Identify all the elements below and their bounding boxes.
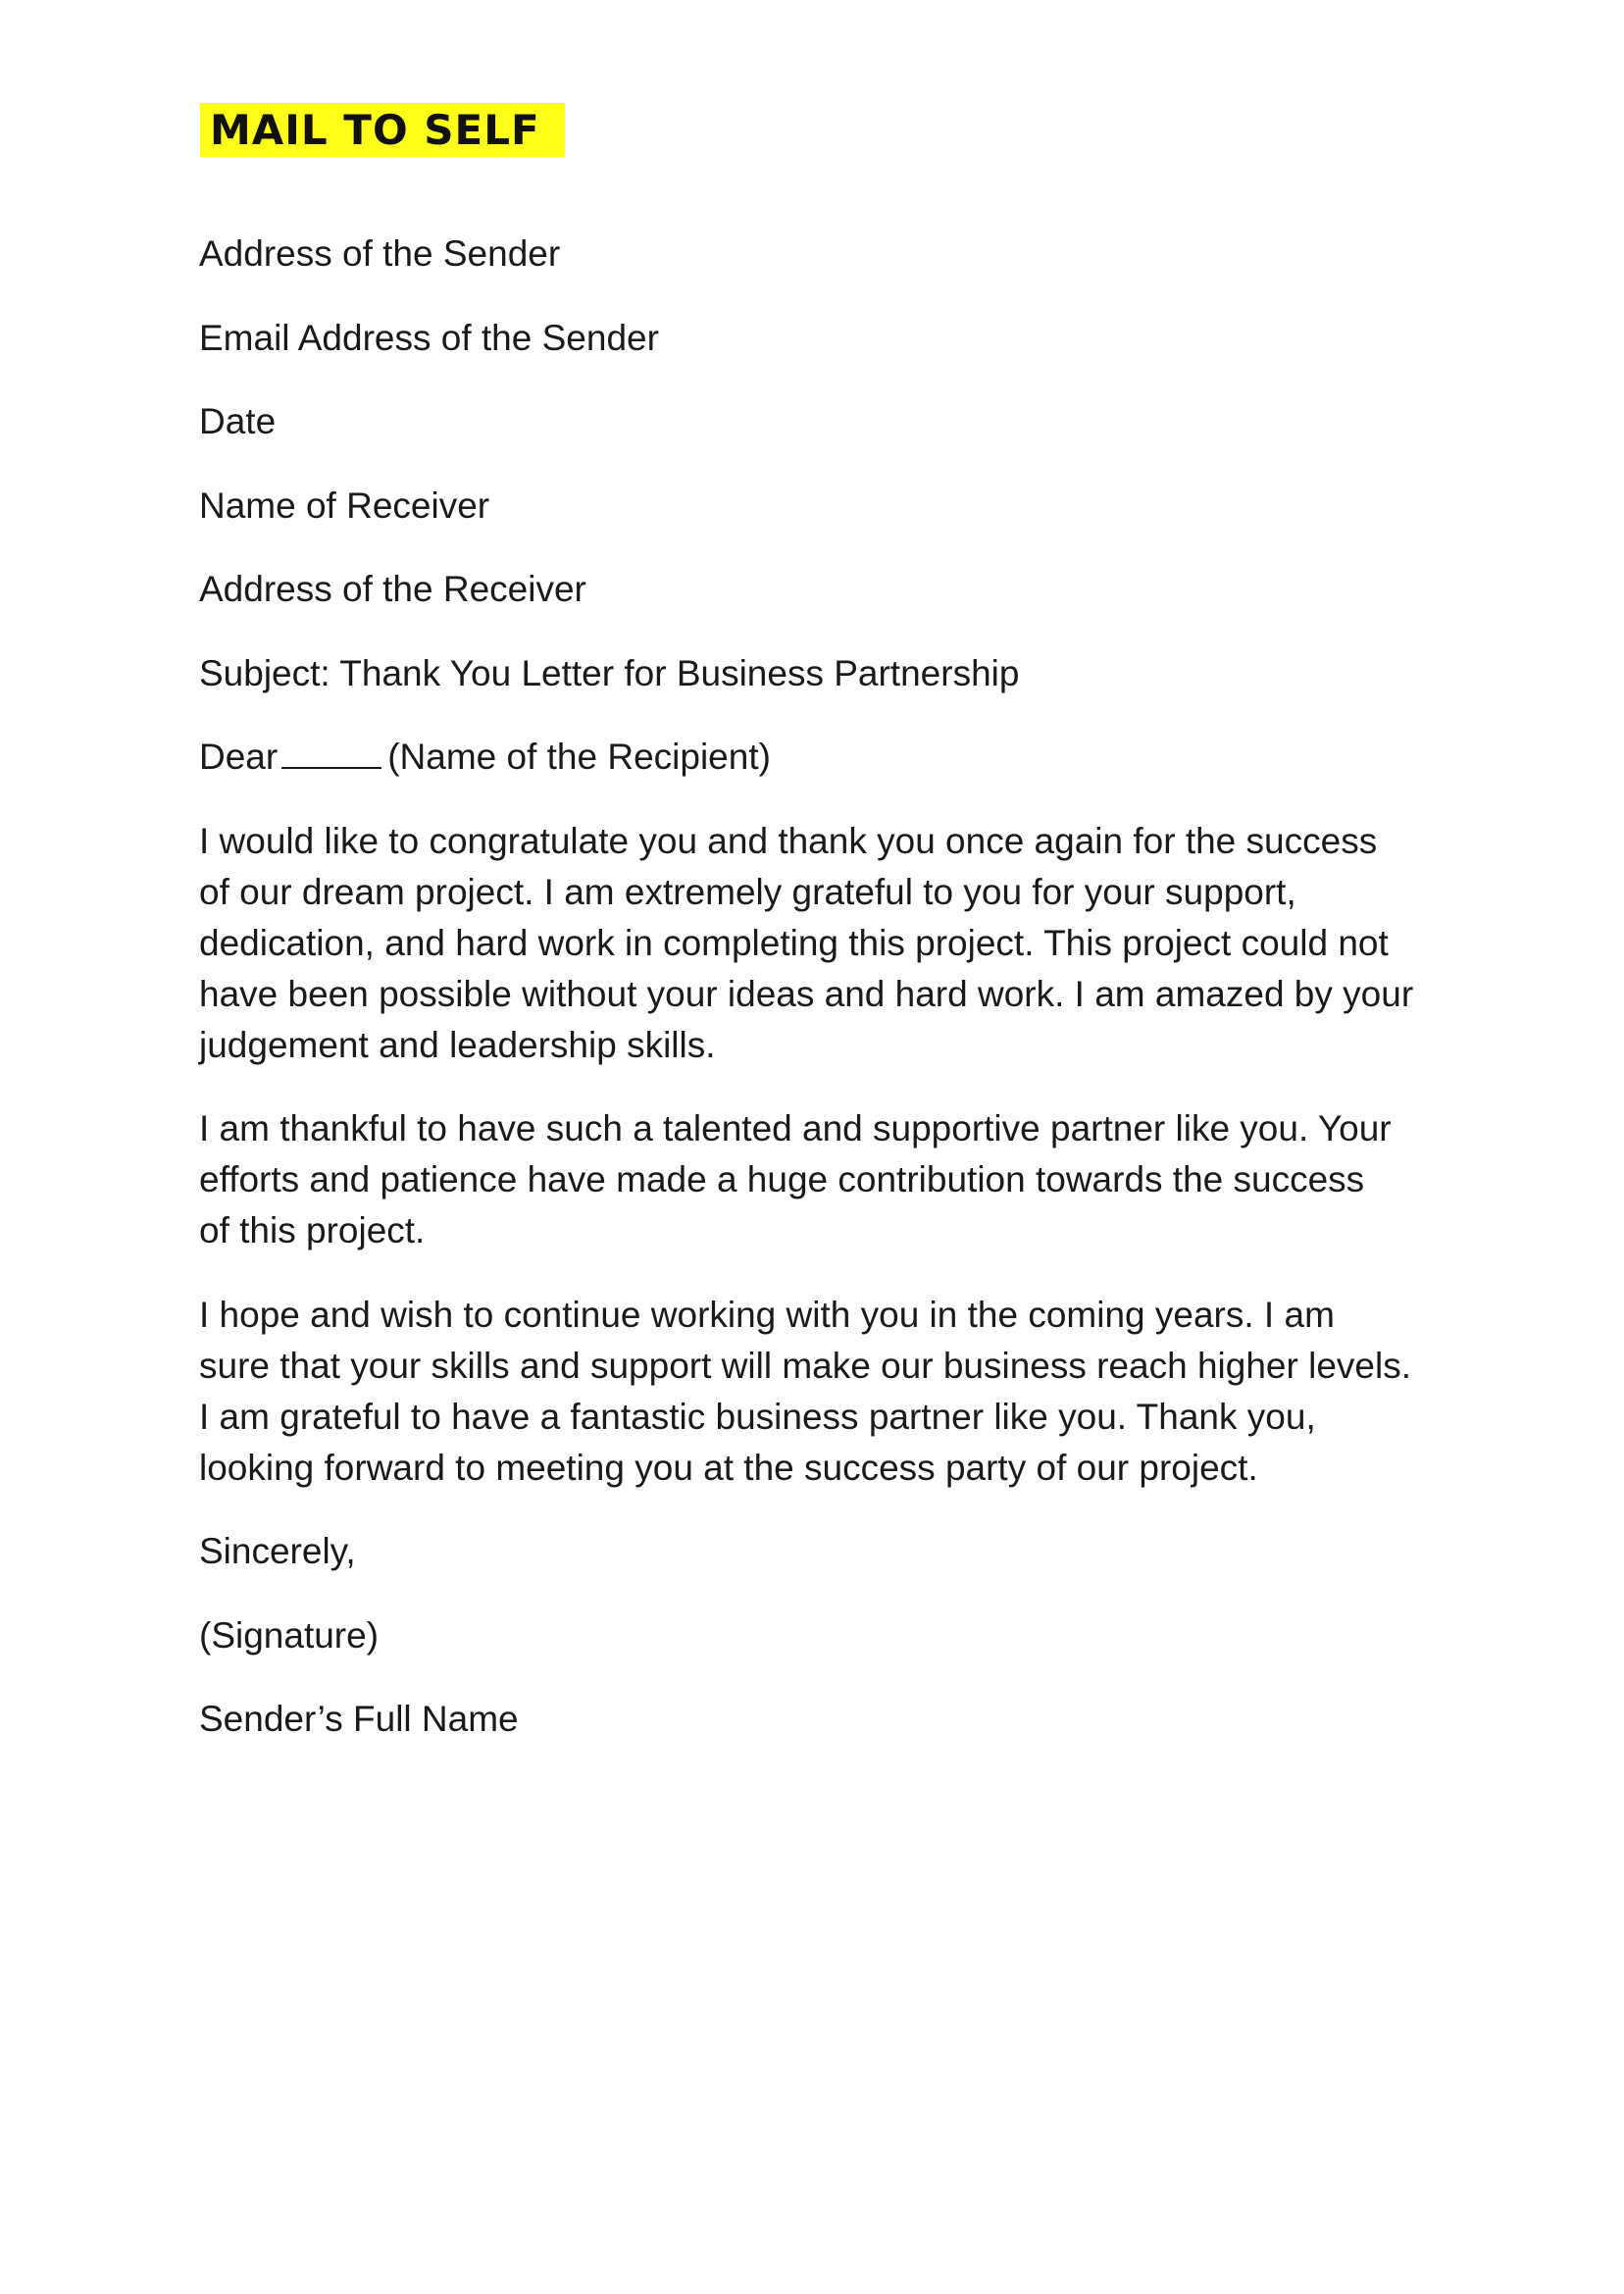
sender-full-name: Sender’s Full Name (199, 1699, 519, 1739)
letter-subject: Subject: Thank You Letter for Business Partnership (199, 652, 1020, 693)
paragraph-line: I would like to congratulate you and thank you once again for the success (199, 820, 1378, 861)
body-paragraph-3 (199, 1290, 1474, 1494)
salutation (199, 732, 1474, 783)
valediction: Sincerely, (199, 1531, 356, 1571)
paragraph-line: judgement and leadership skills. (199, 1024, 716, 1065)
letter-body (199, 229, 1474, 1778)
mail-to-self-logo (200, 103, 565, 157)
receiver-name: Name of Receiver (199, 484, 490, 526)
paragraph-line: have been possible without your ideas and hard work. I am amazed by your (199, 973, 1414, 1014)
sender-address: Address of the Sender (199, 233, 561, 274)
logo-text: MAIL TO SELF (210, 105, 540, 154)
paragraph-line: dedication, and hard work in completing this project. This project could not (199, 922, 1389, 963)
paragraph-line: sure that your skills and support will make our business reach higher levels. (199, 1345, 1411, 1386)
paragraph-line: of our dream project. I am extremely grateful to you for your support, (199, 871, 1296, 912)
paragraph-line: I hope and wish to continue working with you in the coming years. I am (199, 1294, 1335, 1335)
signature-placeholder: (Signature) (199, 1614, 380, 1656)
body-paragraph-2 (199, 1103, 1474, 1256)
paragraph-line: efforts and patience have made a huge contribution towards the success (199, 1159, 1365, 1199)
letter-date: Date (199, 401, 277, 441)
paragraph-line: I am grateful to have a fantastic business partner like you. Thank you, (199, 1396, 1316, 1437)
paragraph-line: I am thankful to have such a talented and supportive partner like you. Your (199, 1108, 1392, 1148)
paragraph-line: of this project. (199, 1210, 426, 1250)
receiver-address: Address of the Receiver (199, 569, 586, 609)
sender-email: Email Address of the Sender (199, 317, 659, 358)
salutation-suffix: (Name of the Recipient) (387, 737, 771, 777)
body-paragraph-1 (199, 816, 1474, 1071)
paragraph-line: looking forward to meeting you at the success party of our project. (199, 1447, 1258, 1488)
salutation-prefix: Dear (199, 737, 279, 777)
recipient-name-blank (281, 738, 381, 769)
